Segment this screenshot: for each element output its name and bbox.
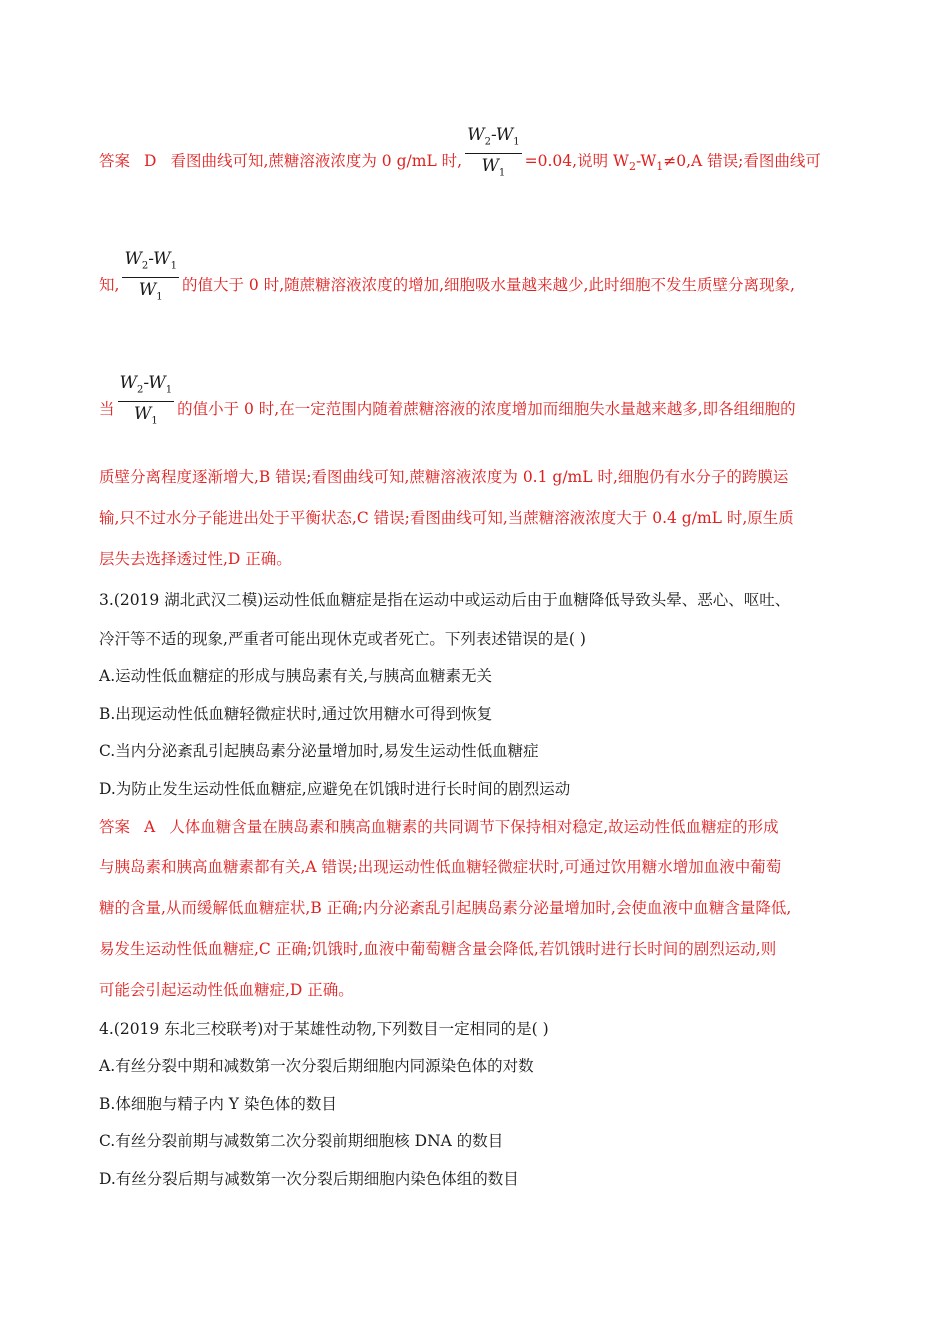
q2-answer-line-1: 答案 D 看图曲线可知,蔗糖溶液浓度为 0 g/mL 时, $\frac{W_2-W_1}{W_1}$ =0.04,说明 $W_2-W_1\ne 0,A$ 错误;看图曲线可	[99, 138, 821, 186]
fraction-w2-minus-w1-over-w1: $\frac{W_2-W_1}{W_1}$	[467, 125, 520, 179]
q4-option-a: A.有丝分裂中期和减数第一次分裂后期细胞内同源染色体的对数	[99, 1057, 534, 1075]
q3-answer-line-1: 答案 A 人体血糖含量在胰岛素和胰高血糖素的共同调节下保持相对稳定,故运动性低血糖症的形成	[99, 818, 779, 836]
q4-option-b: B.体细胞与精子内 Y 染色体的数目	[99, 1095, 337, 1113]
answer-letter: D	[144, 151, 157, 170]
q2-answer-line-2: 知, $\frac{W_2-W_1}{W_1}$ 的值大于 0 时,随蔗糖溶液浓度的增加,细胞吸水量越来越少,此时细胞不发生质壁分离现象,	[99, 262, 795, 310]
q3-answer-line-3: 糖的含量,从而缓解低血糖症状,B 正确;内分泌紊乱引起胰岛素分泌量增加时,会使血液中血糖含量降低,	[99, 899, 792, 917]
fraction-w2-minus-w1-over-w1: $\frac{W_2-W_1}{W_1}$	[124, 249, 177, 303]
q4-stem: 4.(2019 东北三校联考)对于某雄性动物,下列数目一定相同的是( )	[99, 1020, 549, 1038]
answer-label: 答案	[99, 151, 131, 170]
answer-text: 看图曲线可知,蔗糖溶液浓度为 0 g/mL 时,	[170, 151, 463, 170]
q3-option-b: B.出现运动性低血糖轻微症状时,通过饮用糖水可得到恢复	[99, 705, 493, 723]
q3-stem-line-2: 冷汗等不适的现象,严重者可能出现休克或者死亡。下列表述错误的是( )	[99, 630, 586, 648]
q3-stem-line-1: 3.(2019 湖北武汉二模)运动性低血糖症是指在运动中或运动后由于血糖降低导致头晕、恶心、呕吐、	[99, 591, 791, 609]
q3-answer-line-4: 易发生运动性低血糖症,C 正确;饥饿时,血液中葡萄糖含量会降低,若饥饿时进行长时间的剧烈运动,则	[99, 940, 777, 958]
q3-answer-line-5: 可能会引起运动性低血糖症,D 正确。	[99, 981, 354, 999]
q2-answer-line-5: 输,只不过水分子能进出处于平衡状态,C 错误;看图曲线可知,当蔗糖溶液浓度大于 0.4 g/mL 时,原生质	[99, 509, 794, 527]
q4-option-c: C.有丝分裂前期与减数第二次分裂前期细胞核 DNA 的数目	[99, 1132, 504, 1150]
q3-option-a: A.运动性低血糖症的形成与胰岛素有关,与胰高血糖素无关	[99, 667, 493, 685]
answer-letter: A	[144, 818, 156, 836]
answer-text: =0.04,说明 W	[524, 151, 629, 170]
q3-option-d: D.为防止发生运动性低血糖症,应避免在饥饿时进行长时间的剧烈运动	[99, 780, 571, 798]
q4-option-d: D.有丝分裂后期与减数第一次分裂后期细胞内染色体组的数目	[99, 1170, 519, 1188]
q2-answer-line-6: 层失去选择透过性,D 正确。	[99, 550, 292, 568]
q2-answer-line-4: 质壁分离程度逐渐增大,B 错误;看图曲线可知,蔗糖溶液浓度为 0.1 g/mL 时,细胞仍有水分子的跨膜运	[99, 468, 789, 486]
answer-label: 答案	[99, 818, 131, 836]
q3-answer-line-2: 与胰岛素和胰高血糖素都有关,A 错误;出现运动性低血糖轻微症状时,可通过饮用糖水增加血液中葡萄	[99, 858, 782, 876]
fraction-w2-minus-w1-over-w1: $\frac{W_2-W_1}{W_1}$	[119, 373, 173, 427]
q3-option-c: C.当内分泌紊乱引起胰岛素分泌量增加时,易发生运动性低血糖症	[99, 742, 539, 760]
q2-answer-line-3: 当 $\frac{W_2-W_1}{W_1}$ 的值小于 0 时,在一定范围内随着蔗糖溶液的浓度增加而细胞失水量越来越多,即各组细胞的	[99, 386, 796, 434]
